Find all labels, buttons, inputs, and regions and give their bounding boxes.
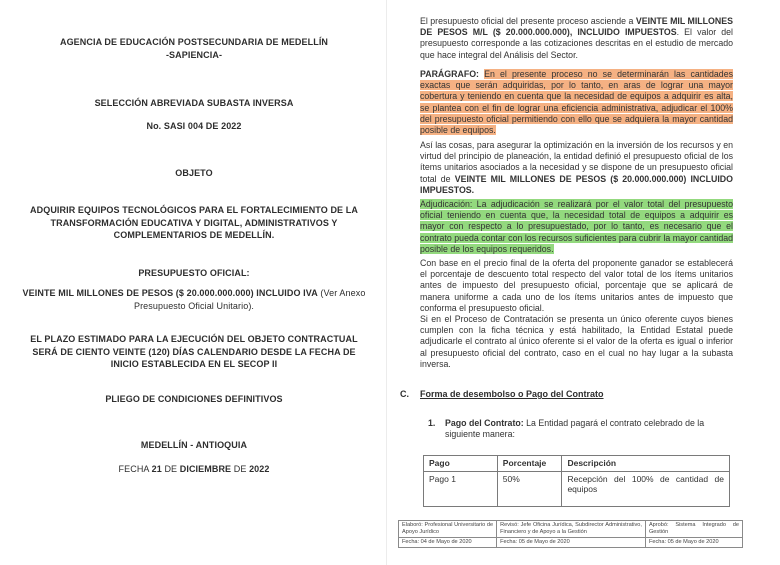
term-text: EL PLAZO ESTIMADO PARA LA EJECUCIÓN DEL OBJETO CONTRACTUAL SERÁ DE CIENTO VEINTE (120) DÍAS CALENDARIO DESDE LA FECHA DE INICIO ESTABLECIDA EN EL SECOP II <box>30 334 358 369</box>
date-year: 2022 <box>249 464 270 474</box>
list-item-text: La Entidad pagará el contrato celebrado de la siguiente manera: <box>445 418 705 440</box>
date-day: 21 <box>151 464 162 474</box>
section-c-label: C. <box>400 389 409 399</box>
paragraph-budget <box>420 16 733 61</box>
budget-amount <box>20 287 368 312</box>
footer-reviso: Revisó: Jefe Oficina Jurídica, Subdirector Administrativo, Financiero y de Apoyo a la Gestión <box>497 521 646 538</box>
object-text: ADQUIRIR EQUIPOS TECNOLÓGICOS PARA EL FORTALECIMIENTO DE LA TRANSFORMACIÓN EDUCATIVA Y DIGITAL, ADMINISTRATIVOS Y COMPLEMENTARIOS DE MEDELLÍN. <box>30 205 358 240</box>
document-type: PLIEGO DE CONDICIONES DEFINITIVOS <box>105 394 283 404</box>
date-label: FECHA <box>118 464 152 474</box>
paragraph-unico-oferente: Si en el Proceso de Contratación se presenta un único oferente cuyos bienes cumplen con la ficha técnica y está habilitado, la Entidad Estatal puede adjudicarle el contrato al único oferente si el valor de la oferta es igual o inferior al presupuesto oficial del contrato, caso en el cual no hay lugar a la subasta inversa. <box>420 314 733 369</box>
footer-aprobo: Aprobó: Sistema Integrado de Gestión <box>646 521 742 538</box>
agency-name: AGENCIA DE EDUCACIÓN POSTSECUNDARIA DE MEDELLÍN <box>59 37 329 47</box>
paragraph-budget-amount: VEINTE MIL MILLONES DE PESOS M/L ($ 20.000.000.000), INCLUIDO IMPUESTOS <box>420 16 733 38</box>
section-c-title: Forma de desembolso o Pago del Contrato <box>420 389 604 399</box>
list-item-body <box>445 418 720 440</box>
agency-title <box>20 36 368 61</box>
footer-elaboro: Elaboró: Profesional Universitario de Apoyo Jurídico <box>399 521 497 538</box>
payment-table-header-descripcion: Descripción <box>562 456 729 472</box>
approval-footer-table <box>398 520 743 548</box>
section-c-heading <box>400 389 604 399</box>
payment-table <box>423 455 730 507</box>
footer-fecha-elaboro: Fecha: 04 de Mayo de 2020 <box>399 538 497 547</box>
date-month: DICIEMBRE <box>179 464 232 474</box>
object-heading: OBJETO <box>175 168 213 178</box>
payment-table-header-porcentaje: Porcentaje <box>498 456 563 472</box>
paragrafo-highlighted-text: En el presente proceso no se determinarán las cantidades exactas que serán adquiridas, por lo tanto, en aras de lograr una mayor cobertura y teniendo en cuenta que la necesidad de equipos a adquirir es alta, se plantea con el fin de lograr una eficiencia administrativa, adjudicar el 100% del presupuesto oficial permitiendo con ello que se adquiera la mayor cantidad posible de equipos. <box>420 69 733 136</box>
page-divider <box>386 0 387 565</box>
payment-table-header-pago: Pago <box>424 456 498 472</box>
paragraph-precio-final: Con base en el precio final de la oferta del proponente ganador se establecerá el porcentaje de descuento total respecto del valor total de los ítems unitarios antes de impuesto del presupuesto oficial, porcentaje que se aplicará de manera uniforme a cada uno de los ítems unitarios antes de impuesto que conforma el presupuesto oficial. <box>420 258 733 313</box>
date-of: DE <box>231 464 250 474</box>
paragraph-budget-tail: . El valor del presupuesto corresponde a las cotizaciones descritas en el estudio de mercado que hace integral del Análisis del Sector. <box>420 27 733 60</box>
selection-type: SELECCIÓN ABREVIADA SUBASTA INVERSA <box>94 98 294 108</box>
content-page <box>398 0 758 565</box>
budget-heading: PRESUPUESTO OFICIAL: <box>138 268 250 278</box>
adjudicacion-highlighted-text: Adjudicación: La adjudicación se realizará por el valor total del presupuesto oficial teniendo en cuenta que, la necesidad total de equipos a adquirir es mayor con respecto a lo presupuestado, por lo tanto, es necesario que el contrato pueda contar con los recursos suficientes para cubrir la mayor cantidad posible de los equipos requeridos. <box>420 199 733 254</box>
process-number: No. SASI 004 DE 2022 <box>146 121 242 131</box>
paragrafo-label: PARÁGRAFO: <box>420 69 485 79</box>
budget-amount-bold: VEINTE MIL MILLONES DE PESOS ($ 20.000.000.000) INCLUIDO IVA <box>22 288 318 298</box>
payment-table-cell-descripcion: Recepción del 100% de cantidad de equipos <box>567 473 724 494</box>
asi-las-cosas-text: Así las cosas, para asegurar la optimización en la inversión de los recursos y en virtud del principio de planeación, la entidad definió el presupuesto oficial de los ítems unitarios asociados a la necesidad y se dispone de un presupuesto oficial total de <box>420 140 733 184</box>
paragraph-budget-text: El presupuesto oficial del presente proceso asciende a <box>420 16 636 26</box>
date-line <box>20 463 368 476</box>
date-of: DE <box>161 464 180 474</box>
budget-amount-note: (Ver Anexo Presupuesto Oficial Unitario). <box>133 288 366 311</box>
footer-fecha-reviso: Fecha: 05 de Mayo de 2020 <box>497 538 646 547</box>
paragraph-paragrafo <box>420 69 733 136</box>
agency-short-name: -SAPIENCIA- <box>165 49 223 60</box>
payment-table-cell-pago: Pago 1 <box>424 472 498 506</box>
footer-fecha-aprobo: Fecha: 05 de Mayo de 2020 <box>648 539 719 545</box>
city-line: MEDELLÍN - ANTIOQUIA <box>140 440 248 450</box>
paragraph-adjudicacion <box>420 199 733 255</box>
list-item-pago-contrato <box>428 418 720 440</box>
list-item-number: 1. <box>428 418 436 428</box>
list-item-bold: Pago del Contrato: <box>445 418 524 428</box>
asi-las-cosas-amount: VEINTE MIL MILLONES DE PESOS ($ 20.000.000.000) INCLUIDO IMPUESTOS. <box>420 173 733 195</box>
paragraph-asi-las-cosas <box>420 140 733 196</box>
payment-table-cell-porcentaje: 50% <box>498 472 563 506</box>
